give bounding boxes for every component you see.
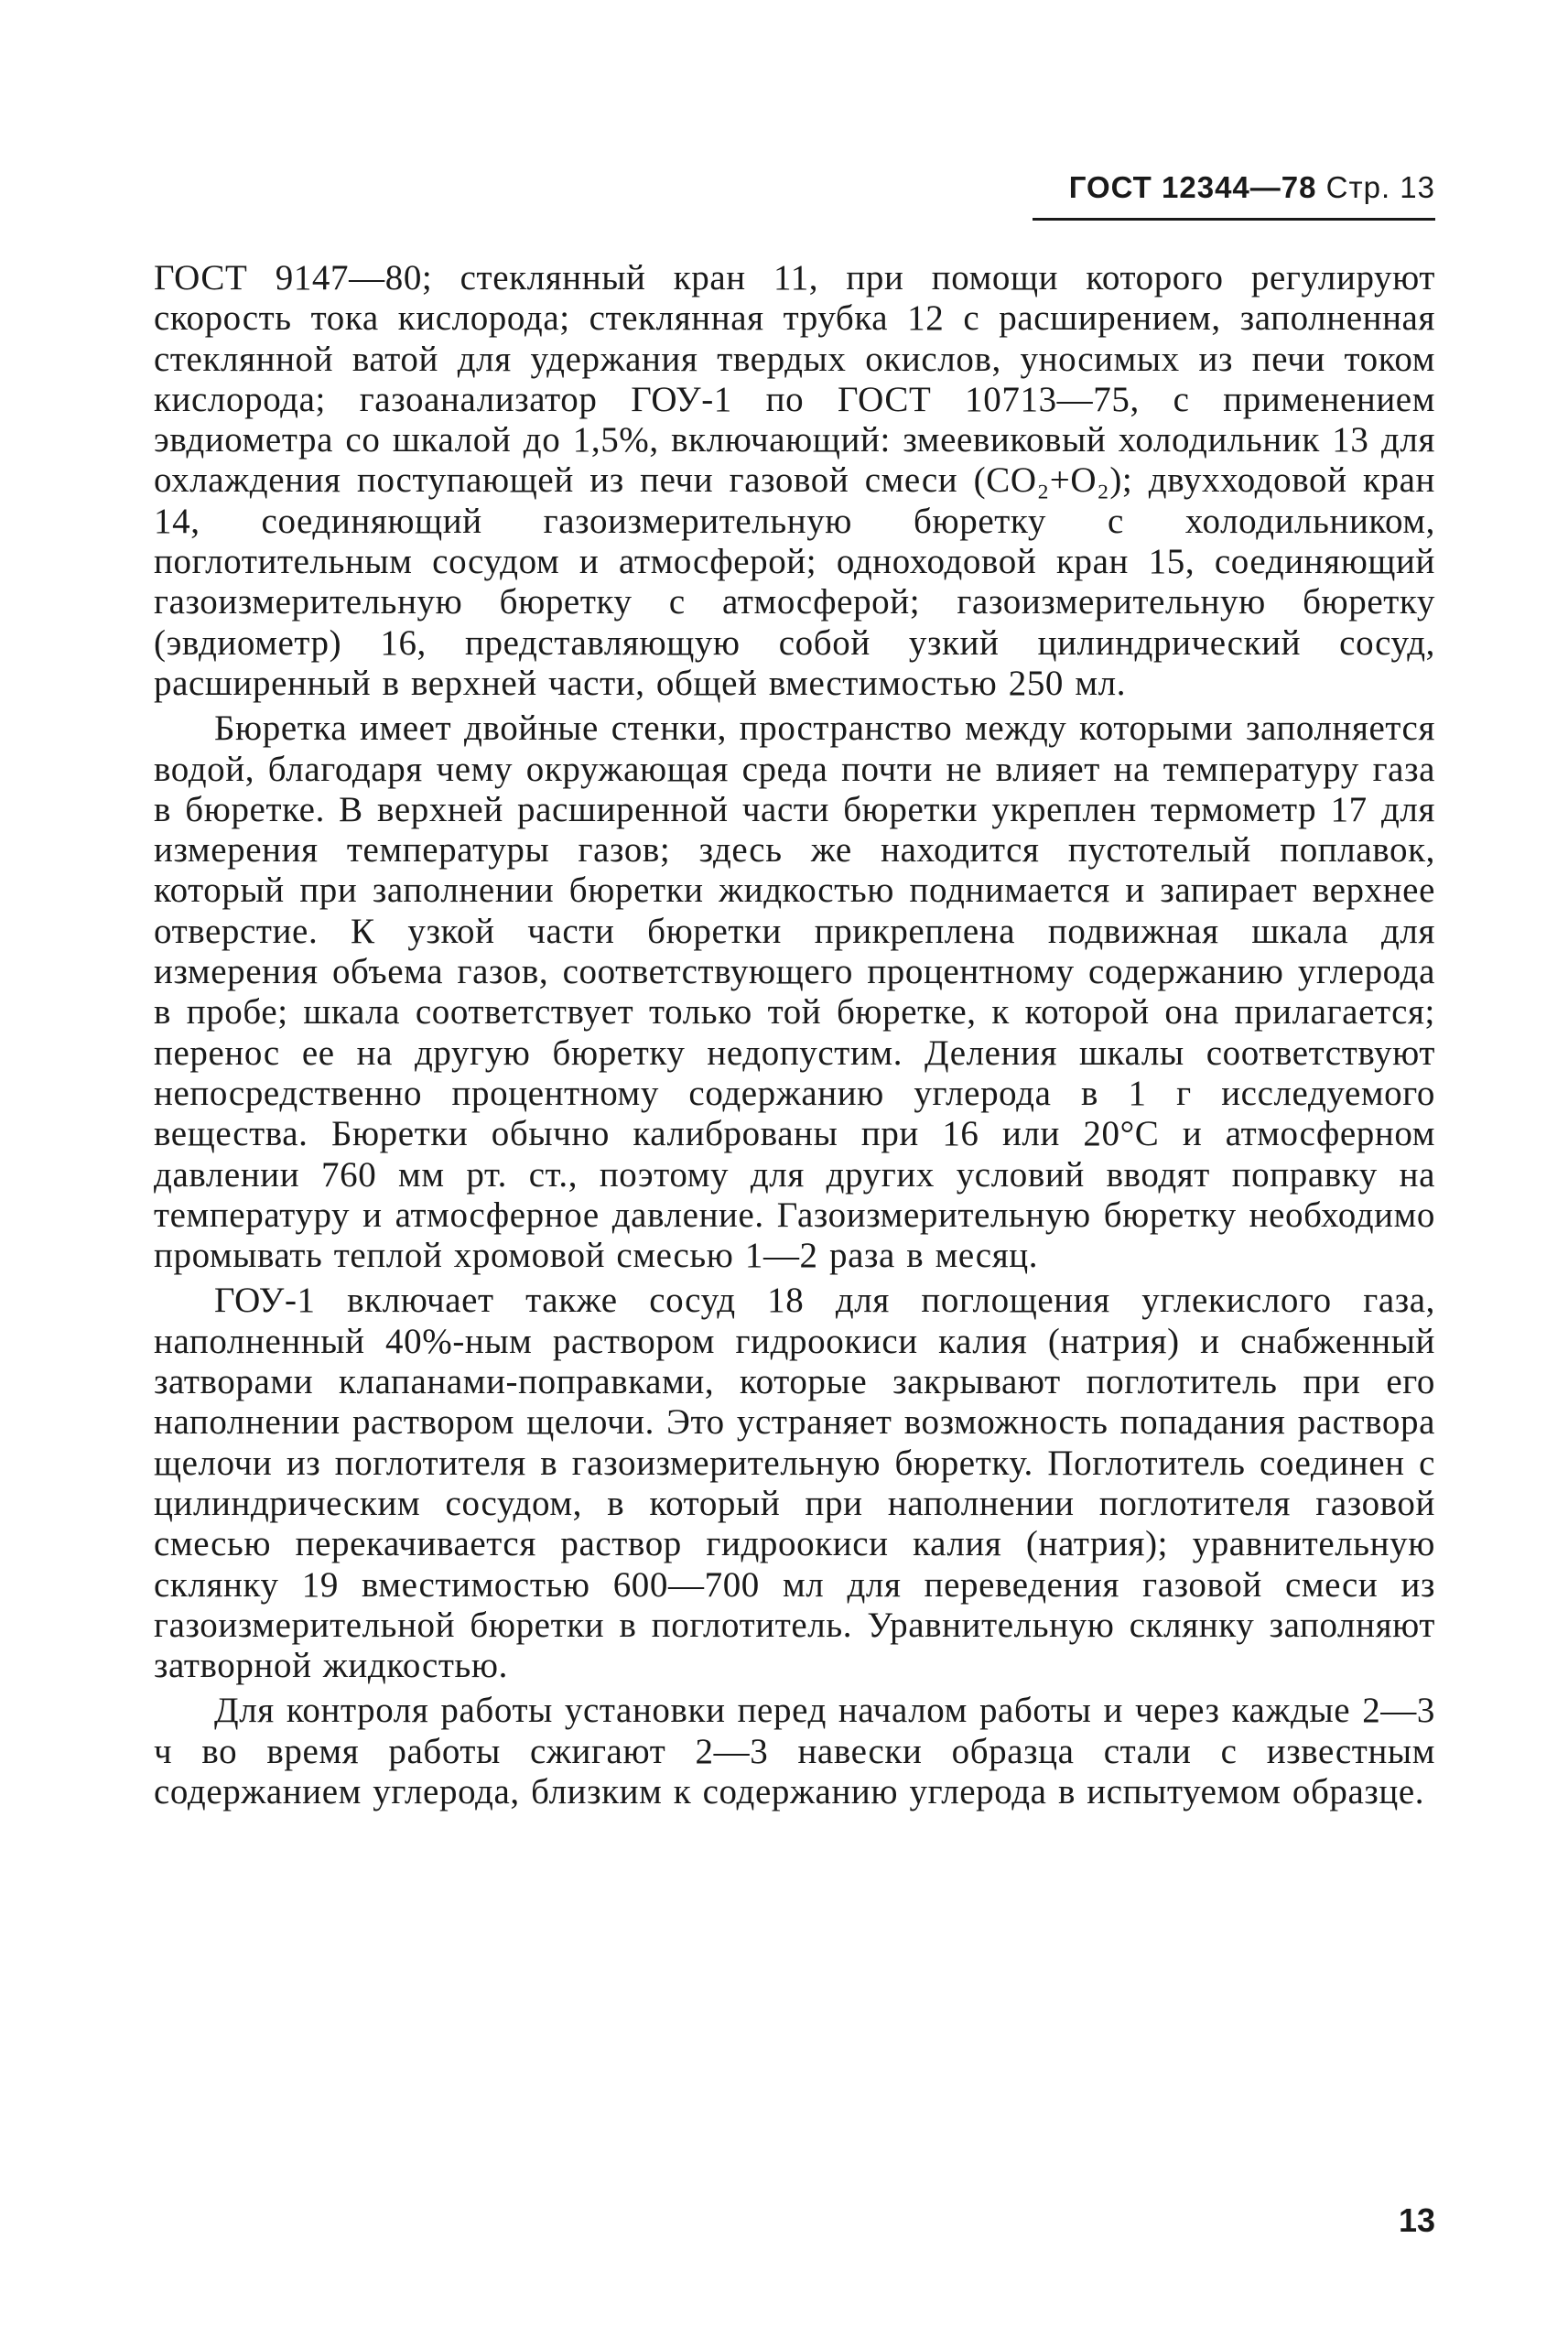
paragraph-4: Для контроля работы установки перед началом работы и через каждые 2—3 ч во время работы сжигают 2—3 навески образца стали с известным содержанием углерода, близким к содержанию углерода в испытуемом образце. [154,1691,1435,1811]
page-label: Стр. 13 [1325,170,1435,204]
paragraph-1: ГОСТ 9147—80; стеклянный кран 11, при помощи которого регулируют скорость тока кислорода; стеклянная трубка 12 с расширением, заполненная стеклянной ватой для удержания твердых окислов, уносимых из печи током кислорода; газоанализатор ГОУ-1 по ГОСТ 10713—75, с применением эвдиометра со шкалой до 1,5%, включающий: змеевиковый холодильник 13 для охлаждения поступающей из печи газовой смеси (CO₂+O₂); двухходовой кран 14, соединяющий газоизмерительную бюретку с холодильником, поглотительным сосудом и атмосферой; одноходовой кран 15, соединяющий газоизмерительную бюретку с атмосферой; газоизмерительную бюретку (эвдиометр) 16, представляющую собой узкий цилиндрический сосуд, расширенный в верхней части, общей вместимостью 250 мл. [154,258,1435,703]
paragraph-2: Бюретка имеет двойные стенки, пространство между которыми заполняется водой, благодаря чему окружающая среда почти не влияет на температуру газа в бюретке. В верхней расширенной части бюретки укреплен термометр 17 для измерения температуры газов; здесь же находится пустотелый поплавок, который при заполнении бюретки жидкостью поднимается и запирает верхнее отверстие. К узкой части бюретки прикреплена подвижная шкала для измерения объема газов, соответствующего процентному содержанию углерода в пробе; шкала соответствует только той бюретке, к которой она прилагается; перенос ее на другую бюретку недопустим. Деления шкалы соответствуют непосредственно процентному содержанию углерода в 1 г исследуемого вещества. Бюретки обычно калиброваны при 16 или 20°С и атмосферном давлении 760 мм рт. ст., поэтому для других условий вводят поправку на температуру и атмосферное давление. Газоизмерительную бюретку необходимо промывать теплой хромовой смесью 1—2 раза в месяц. [154,708,1435,1276]
body-text [154,258,1435,1812]
page-number: 13 [1398,2201,1435,2239]
running-header [1033,170,1435,205]
standard-number: ГОСТ 12344—78 [1068,170,1317,204]
header-rule [1033,218,1435,221]
paragraph-3: ГОУ-1 включает также сосуд 18 для поглощения углекислого газа, наполненный 40%-ным раствором гидроокиси калия (натрия) и снабженный затворами клапанами-поправками, которые закрывают поглотитель при его наполнении раствором щелочи. Это устраняет возможность попадания раствора щелочи из поглотителя в газоизмерительную бюретку. Поглотитель соединен с цилиндрическим сосудом, в который при наполнении поглотителя газовой смесью перекачивается раствор гидроокиси калия (натрия); уравнительную склянку 19 вместимостью 600—700 мл для переведения газовой смеси из газоизмерительной бюретки в поглотитель. Уравнительную склянку заполняют затворной жидкостью. [154,1281,1435,1686]
